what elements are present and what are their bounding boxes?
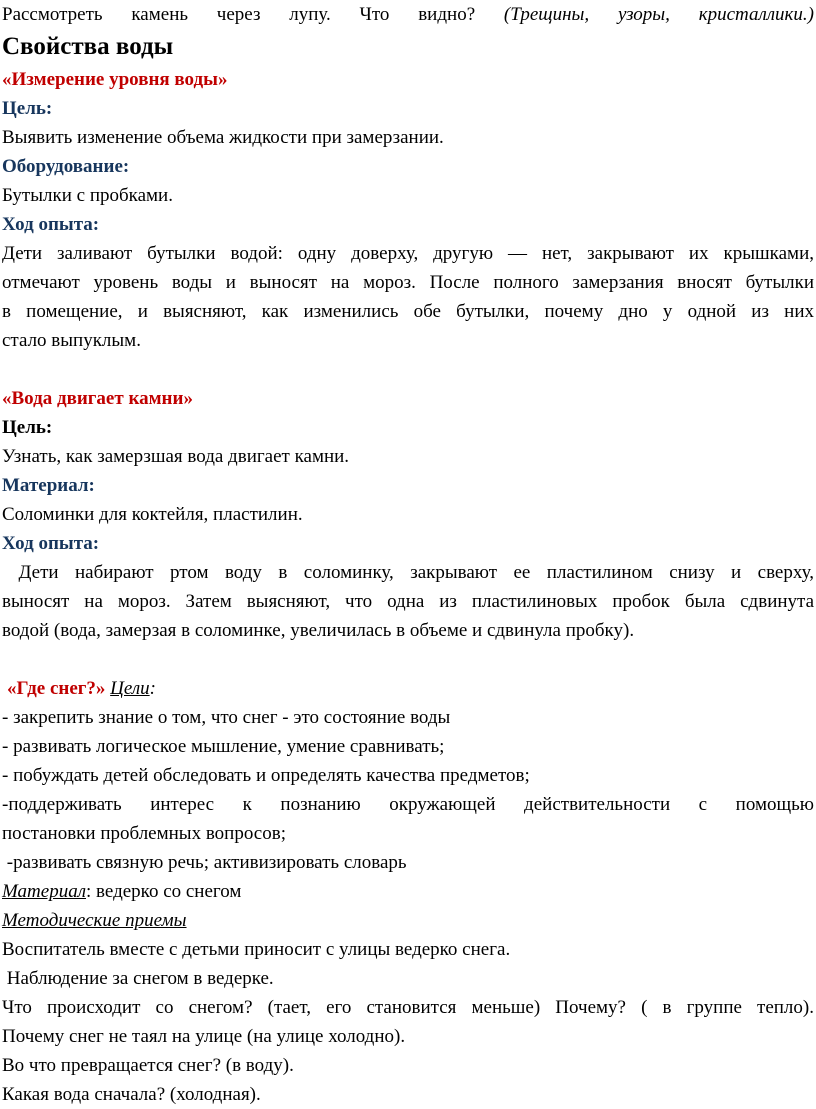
- exp3-body-line: Какая вода сначала? (холодная).: [2, 1084, 261, 1105]
- exp3-goal-item: -поддерживать интерес к познанию окружающей действительности с помощью: [2, 794, 814, 815]
- exp2-goal: Узнать, как замерзшая вода двигает камни.: [2, 446, 350, 467]
- exp3-goals-colon: :: [149, 678, 156, 699]
- exp1-title: «Измерение уровня воды»: [2, 69, 228, 90]
- exp1-course-line: стало выпуклым.: [2, 330, 141, 351]
- exp3-goal-item: постановки проблемных вопросов;: [2, 823, 286, 844]
- exp3-body-line: Почему снег не таял на улице (на улице холодно).: [2, 1026, 406, 1047]
- exp3-body-line: Во что превращается снег? (в воду).: [2, 1055, 294, 1076]
- exp1-course-label: Ход опыта:: [2, 214, 100, 235]
- exp3-body-line: Что происходит со снегом? (тает, его становится меньше) Почему? ( в группе тепло).: [2, 997, 814, 1018]
- exp2-course-label: Ход опыта:: [2, 533, 100, 554]
- exp3-material-label: Материал: [2, 881, 86, 902]
- spacer: [2, 645, 816, 674]
- exp2-material: Соломинки для коктейля, пластилин.: [2, 504, 303, 525]
- exp1-goal: Выявить изменение объема жидкости при замерзании.: [2, 127, 444, 148]
- exp3-goals-label: Цели: [110, 678, 150, 699]
- exp3-body-line: Воспитатель вместе с детьми приносит с улицы ведерко снега.: [2, 939, 511, 960]
- exp2-course-line: водой (вода, замерзая в соломинке, увеличилась в объеме и сдвинула пробку).: [2, 620, 635, 641]
- spacer: [2, 355, 816, 384]
- exp3-heading: [2, 674, 816, 703]
- exp1-equip-label: Оборудование:: [2, 156, 130, 177]
- exp3-goal-item: -развивать связную речь; активизировать словарь: [2, 852, 407, 873]
- exp3-material-line: [2, 877, 816, 906]
- exp2-title: «Вода двигает камни»: [2, 388, 193, 409]
- exp1-equip: Бутылки с пробками.: [2, 185, 173, 206]
- exp1-course-line: Дети заливают бутылки водой: одну доверху, другую — нет, закрывают их крышками,: [2, 243, 814, 264]
- intro-line: [2, 0, 814, 29]
- section-title: Свойства воды: [2, 33, 174, 60]
- exp3-body-line: Наблюдение за снегом в ведерке.: [2, 968, 274, 989]
- exp1-course-line: в помещение, и выясняют, как изменились обе бутылки, почему дно у одной из них: [2, 301, 814, 322]
- exp3-goal-item: - побуждать детей обследовать и определять качества предметов;: [2, 765, 530, 786]
- intro-italic: (Трещины, узоры, кристаллики.): [503, 4, 814, 25]
- exp2-course-line: выносят на мороз. Затем выясняют, что одна из пластилиновых пробок была сдвинута: [2, 591, 814, 612]
- exp3-goal-item: - развивать логическое мышление, умение сравнивать;: [2, 736, 445, 757]
- exp3-title: «Где снег?»: [7, 678, 106, 699]
- exp3-methods-label: Методические приемы: [2, 910, 187, 931]
- exp3-material-colon: :: [86, 881, 92, 902]
- exp2-course-line: Дети набирают ртом воду в соломинку, закрывают ее пластилином снизу и сверху,: [2, 562, 814, 583]
- exp2-goal-label: Цель:: [2, 417, 53, 438]
- exp3-material: ведерко со снегом: [91, 881, 242, 902]
- exp1-course-line: отмечают уровень воды и выносят на мороз. После полного замерзания вносят бутылки: [2, 272, 814, 293]
- intro-text: Рассмотреть камень через лупу. Что видно?: [2, 4, 476, 25]
- exp1-goal-label: Цель:: [2, 98, 53, 119]
- exp3-goal-item: - закрепить знание о том, что снег - это состояние воды: [2, 707, 451, 728]
- exp2-material-label: Материал:: [2, 475, 95, 496]
